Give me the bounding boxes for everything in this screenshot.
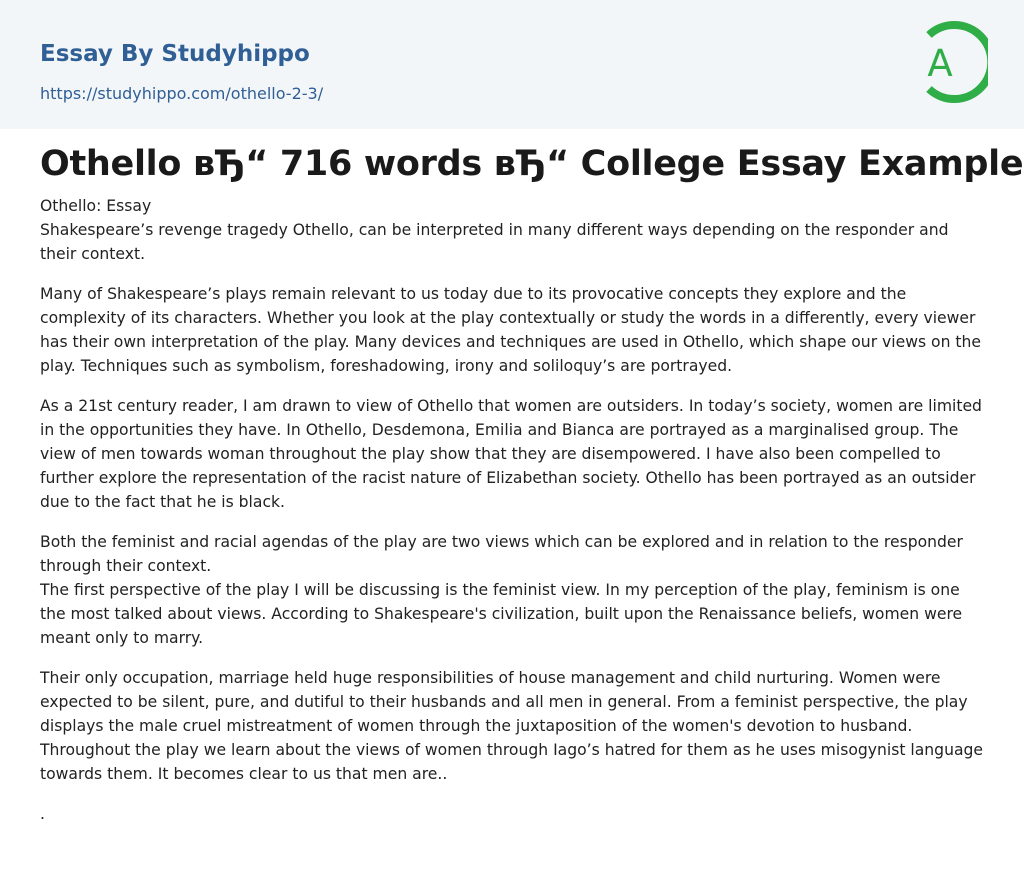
studyhippo-logo-icon[interactable]	[906, 18, 988, 106]
essay-paragraph: Many of Shakespeare’s plays remain relevant to us today due to its provocative concepts they explore and the complexity of its characters. Whether you look at the play contextually or study the words in a differently, every viewer has their own interpretation of the play. Many devices and techniques are used in Othello, which shape our views on the play. Techniques such as symbolism, foreshadowing, irony and soliloquy’s are portrayed.	[40, 285, 982, 375]
brand-title[interactable]: Essay By Studyhippo	[40, 41, 310, 67]
essay-paragraph: Their only occupation, marriage held huge responsibilities of house management and child nurturing. Women were expected to be silent, pure, and dutiful to their husbands and all men in general. From a feminist perspective, the play displays the male cruel mistreatment of women through the juxtaposition of the women's devotion to husband. Throughout the play we learn about the views of women through Iago’s hatred for them as he uses misogynist language towards them. It becomes clear to us that men are..	[40, 669, 983, 783]
essay-ellipsis: .	[40, 805, 45, 823]
site-header	[0, 0, 1024, 129]
essay-paragraph: The first perspective of the play I will be discussing is the feminist view. In my perception of the play, feminism is one the most talked about views. According to Shakespeare's civilization, built upon the Renaissance beliefs, women were meant only to marry.	[40, 581, 963, 647]
page-title: Othello вЂ“ 716 words вЂ“ College Essay Example	[40, 144, 1024, 184]
essay-paragraph: Both the feminist and racial agendas of the play are two views which can be explored and in relation to the responder through their context.	[40, 533, 963, 575]
logo-letter: A	[927, 42, 953, 85]
essay-paragraph: Shakespeare’s revenge tragedy Othello, can be interpreted in many different ways depending on the responder and their context.	[40, 221, 949, 263]
essay-body	[40, 194, 984, 826]
source-url-link[interactable]: https://studyhippo.com/othello-2-3/	[40, 84, 324, 103]
essay-paragraph: As a 21st century reader, I am drawn to view of Othello that women are outsiders. In today’s society, women are limited in the opportunities they have. In Othello, Desdemona, Emilia and Bianca are portrayed as a marginalised group. The view of men towards woman throughout the play show that they are disempowered. I have also been compelled to further explore the representation of the racist nature of Elizabethan society. Othello has been portrayed as an outsider due to the fact that he is black.	[40, 397, 982, 511]
essay-label: Othello: Essay	[40, 197, 152, 215]
